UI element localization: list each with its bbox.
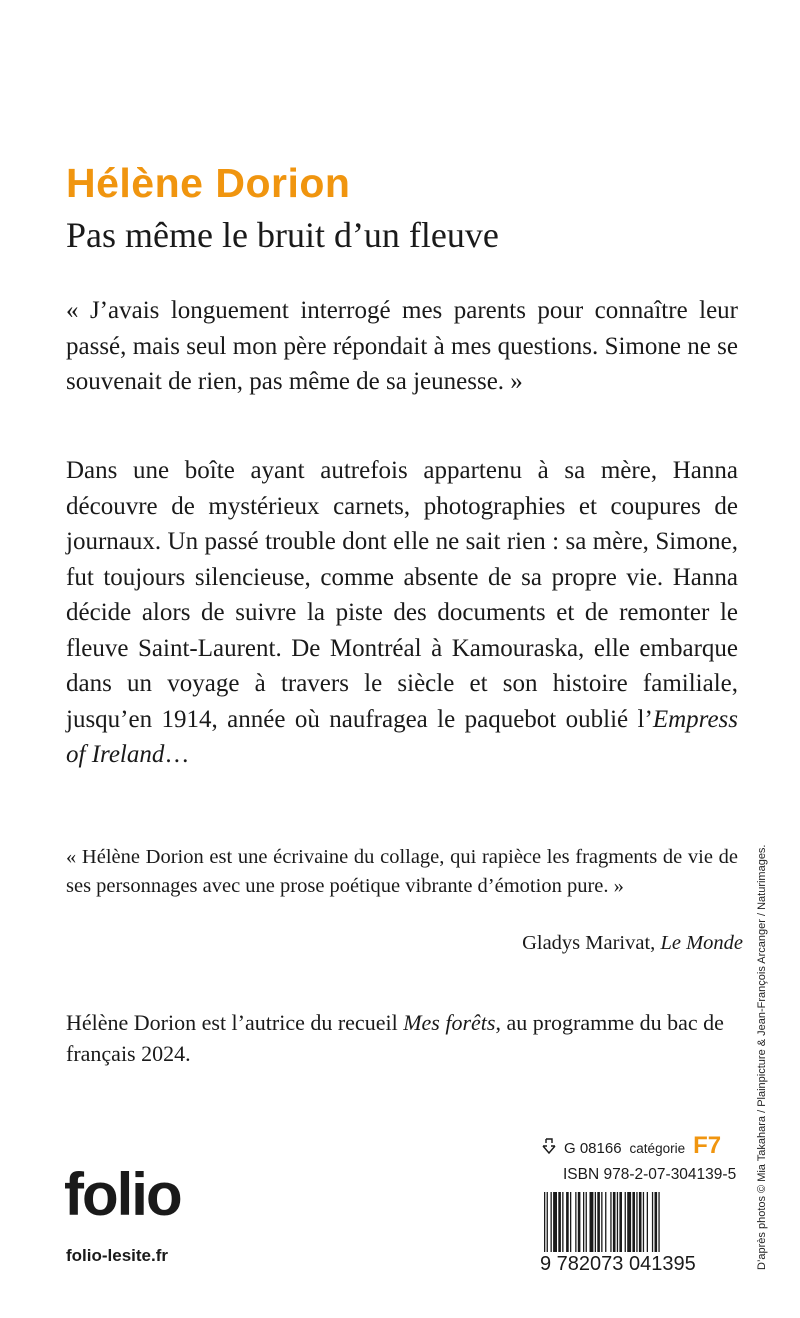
barcode-bar <box>570 1192 571 1252</box>
barcode-bar <box>652 1192 653 1252</box>
photo-credits: D’après photos © Mia Takahara / Plainpicture & Jean-François Arcanger / Naturimages. <box>756 844 768 1270</box>
barcode-bar <box>613 1192 616 1252</box>
barcode-bar <box>632 1192 635 1252</box>
barcode-bar <box>636 1192 637 1252</box>
barcode-bar <box>586 1192 587 1252</box>
barcode-bar <box>643 1192 644 1252</box>
barcode-digits: 9 782073 041395 <box>540 1253 696 1272</box>
critic-name: Gladys Marivat, <box>522 932 656 954</box>
barcode-bar <box>658 1192 659 1252</box>
author-note <box>66 1007 738 1069</box>
barcode-bar <box>605 1192 606 1252</box>
book-title: Pas même le bruit d’un fleuve <box>66 215 499 255</box>
barcode-bar <box>627 1192 631 1252</box>
barcode-bar <box>597 1192 600 1252</box>
summary-text: Dans une boîte ayant autrefois appartenu à sa mère, Hanna découvre de mystérieux carnets, photographies et coupures de journaux. Un passé trouble dont elle ne sait rien : sa mère, Simone, fut toujours silencieuse, comme absente de sa propre vie. Hanna décide alors de suivre la piste des documents et de remonter le fleuve Saint-Laurent. De Montréal à Kamouraska, elle embarque dans un voyage à travers le siècle et son histoire familiale, jusqu’en 1914, année où naufragea le paquebot oublié l’ <box>66 457 738 733</box>
barcode-bar <box>647 1192 648 1252</box>
catalog-row <box>540 1132 721 1160</box>
barcode-bar <box>639 1192 642 1252</box>
barcode-bar <box>625 1192 626 1252</box>
ship-name: Empress of Ireland <box>66 705 738 768</box>
category-code: F7 <box>693 1132 722 1159</box>
barcode-bar <box>544 1192 545 1252</box>
barcode-bar <box>562 1192 563 1252</box>
barcode-bar <box>547 1192 548 1252</box>
isbn: ISBN 978-2-07-304139-5 <box>563 1166 737 1183</box>
review-quote: « Hélène Dorion est une écrivaine du collage, qui rapièce les fragments de vie de ses personnages avec une prose poétique vibrante d’émotion pure. » <box>66 846 738 897</box>
barcode-bar <box>617 1192 618 1252</box>
barcode-bars <box>544 1192 660 1252</box>
barcode-bar <box>566 1192 569 1252</box>
catalog-code: G 08166 <box>564 1140 622 1157</box>
excerpt-quote: « J’avais longuement interrogé mes parents pour connaître leur passé, mais seul mon père répondait à mes questions. Simone ne se souvenait de rien, pas même de sa jeunesse. » <box>66 297 738 395</box>
barcode <box>540 1190 716 1272</box>
barcode-bar <box>575 1192 576 1252</box>
barcode-bar <box>610 1192 611 1252</box>
barcode-bar <box>578 1192 581 1252</box>
publisher-site: folio-lesite.fr <box>66 1246 169 1265</box>
note-before: Hélène Dorion est l’autrice du recueil <box>66 1010 404 1035</box>
summary-paragraph <box>66 453 738 773</box>
folio-logo: folio <box>64 1161 181 1228</box>
barcode-bar <box>553 1192 557 1252</box>
barcode-bar <box>601 1192 602 1252</box>
barcode-bar <box>619 1192 622 1252</box>
newspaper-name: Le Monde <box>660 932 743 954</box>
barcode-bar <box>551 1192 552 1252</box>
barcode-bar <box>558 1192 561 1252</box>
note-work: Mes forêts <box>403 1010 496 1035</box>
barcode-bar <box>595 1192 596 1252</box>
barcode-bar <box>583 1192 584 1252</box>
recycle-icon <box>540 1137 558 1155</box>
barcode-bar <box>590 1192 594 1252</box>
barcode-bar <box>655 1192 658 1252</box>
author-name: Hélène Dorion <box>66 160 351 206</box>
summary-ellipsis: … <box>164 741 190 768</box>
review-attribution <box>522 932 743 955</box>
note-after: , au programme du bac de français 2024. <box>66 1010 724 1066</box>
category-label: catégorie <box>629 1141 686 1156</box>
